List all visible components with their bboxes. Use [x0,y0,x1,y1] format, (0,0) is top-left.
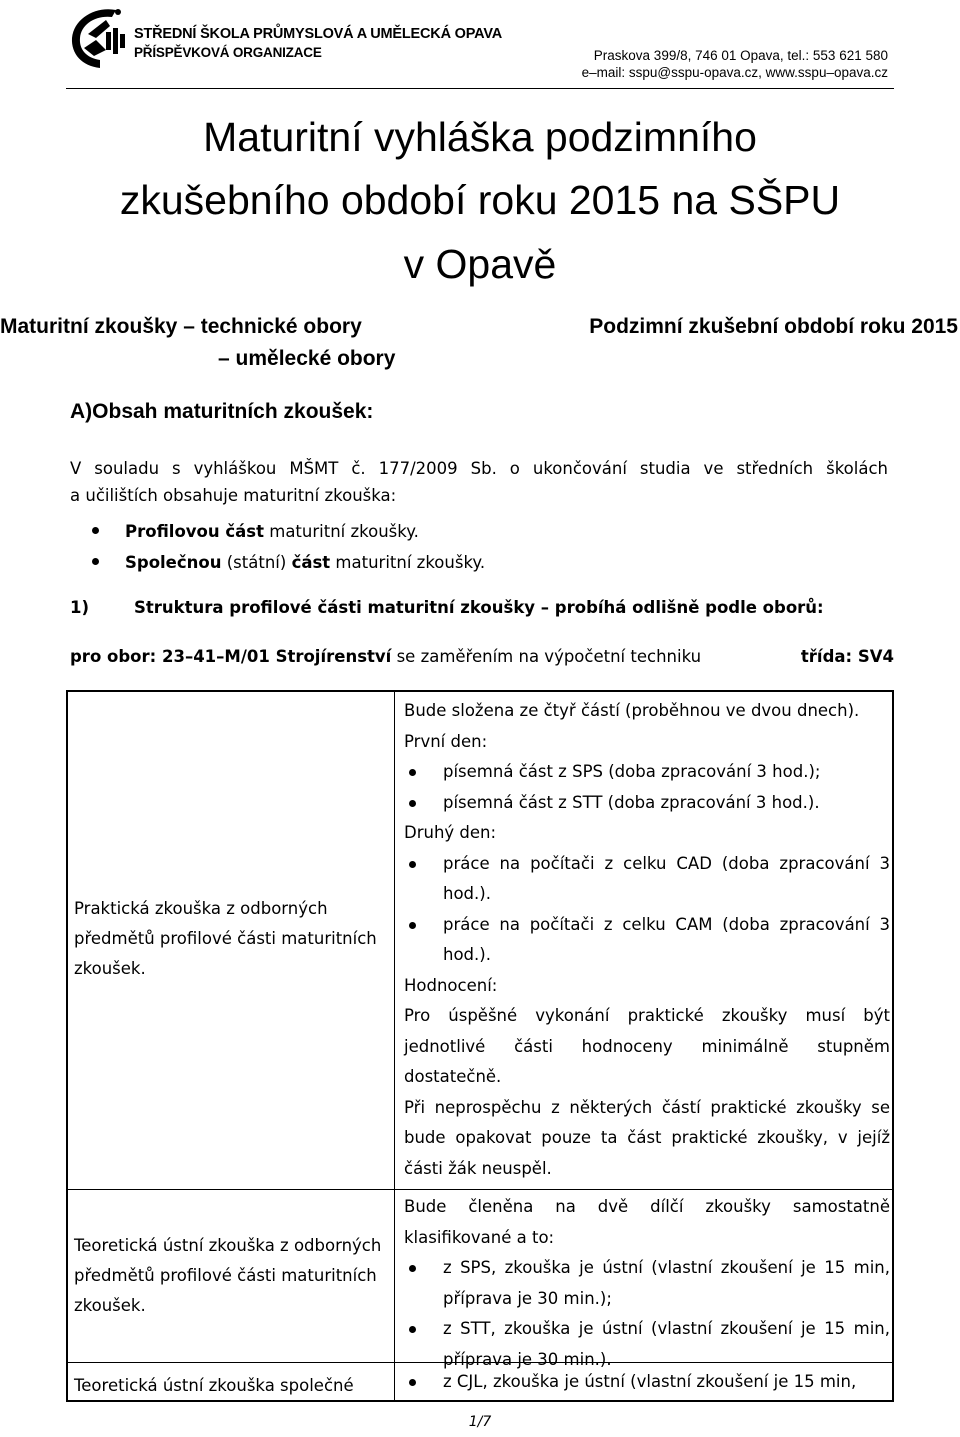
school-email-web: e–mail: sspu@sspu-opava.cz, www.sspu–opava.cz [581,65,888,80]
page-title-line1: Maturitní vyhláška podzimního [203,114,757,160]
exam-structure-table [66,690,894,1402]
bullet-icon [409,800,416,807]
field-of-study: pro obor: 23–41–M/01 Strojírenství se zaměřením na výpočetní techniku [70,647,702,666]
table-row-label-practical: Praktická zkouška z odborných předmětů profilové části maturitních zkoušek. [74,899,377,978]
school-emblem-icon [66,4,130,72]
list-item: z SPS, zkouška je ústní (vlastní zkoušení je 15 min, příprava je 30 min.); [404,1253,890,1314]
table-row-divider [68,1189,892,1190]
page-title-line3: v Opavě [403,241,557,287]
exam-type-art: – umělecké obory [218,347,396,370]
bullet-icon [409,1326,416,1333]
list-item: z STT, zkouška je ústní (vlastní zkoušení je 15 min, příprava je 30 min.). [404,1314,890,1375]
page-number: 1/7 [468,1414,492,1430]
structure-heading: 1) Struktura profilové části maturitní zkoušky – probíhá odlišně podle oborů: [70,598,824,617]
list-item: písemná část z STT (doba zpracování 3 hod.). [404,788,890,819]
school-organization: PŘÍSPĚVKOVÁ ORGANIZACE [134,45,322,60]
table-row-label-oral: Teoretická ústní zkouška z odborných předmětů profilové části maturitních zkoušek. [74,1236,382,1315]
table-row-label-common: Teoretická ústní zkouška společné [74,1376,354,1395]
school-logo [66,4,503,72]
table-cell-practical: Bude složena ze čtyř částí (proběhnou ve dvou dnech). První den: písemná část z SPS (doba zpracování 3 hod.); písemná část z STT (doba zpracování 3 hod.). Druhý den: práce na počítači z celku CAD (doba zpracování 3 hod.). práce na počítači z celku CAM (doba zpracování 3 hod.). Hodnocení: Pro úspěšné vykonání praktické zkoušky musí být jednotlivé části hodnoceny minimálně stupněm dostatečně. Při neprospěchu z některých částí praktické zkoušky se bude opakovat pouze ta část praktické zkoušky, v jejíž části žák neuspěl. [404,701,890,1178]
exam-period: Podzimní zkušební období roku 2015 [589,315,958,338]
bullet-icon [409,861,416,868]
table-cell-oral: Bude členěna na dvě dílčí zkoušky samostatně klasifikované a to: z SPS, zkouška je ústní (vlastní zkoušení je 15 min, příprava je 30 min.); z STT, zkouška je ústní (vlastní zkoušení je 15 min, příprava je 30 min.). [404,1192,890,1375]
table-cell-common [404,1367,890,1398]
intro-line2: a učilištích obsahuje maturitní zkouška: [70,486,397,505]
header-divider [66,88,894,89]
class-label: třída: SV4 [800,647,894,666]
school-name: STŘEDNÍ ŠKOLA PRŮMYSLOVÁ A UMĚLECKÁ OPAVA [134,26,503,42]
list-item: Společnou (státní) část maturitní zkoušky. [92,553,485,572]
bullet-icon [409,1379,416,1386]
section-heading-a: A)Obsah maturitních zkoušek: [70,400,374,423]
page-title-line2: zkušebního období roku 2015 na SŠPU [119,177,841,223]
bullet-icon [92,527,99,534]
table-column-divider [394,692,395,1400]
intro-line1: V souladu s vyhláškou MŠMT č. 177/2009 Sb. o ukončování studia ve středních školách [70,459,888,478]
school-address: Praskova 399/8, 746 01 Opava, tel.: 553 621 580 [593,48,888,63]
exam-type-technical: Maturitní zkoušky – technické obory [0,315,362,338]
list-item: práce na počítači z celku CAM (doba zpracování 3 hod.). [404,910,890,971]
bullet-icon [409,769,416,776]
list-item: Profilovou část maturitní zkoušky. [92,522,419,541]
list-item: z CJL, zkouška je ústní (vlastní zkoušení je 15 min, [404,1367,890,1398]
bullet-icon [92,558,99,565]
list-item: práce na počítači z celku CAD (doba zpracování 3 hod.). [404,849,890,910]
bullet-icon [409,1265,416,1272]
list-item: písemná část z SPS (doba zpracování 3 hod.); [404,757,890,788]
bullet-icon [409,922,416,929]
